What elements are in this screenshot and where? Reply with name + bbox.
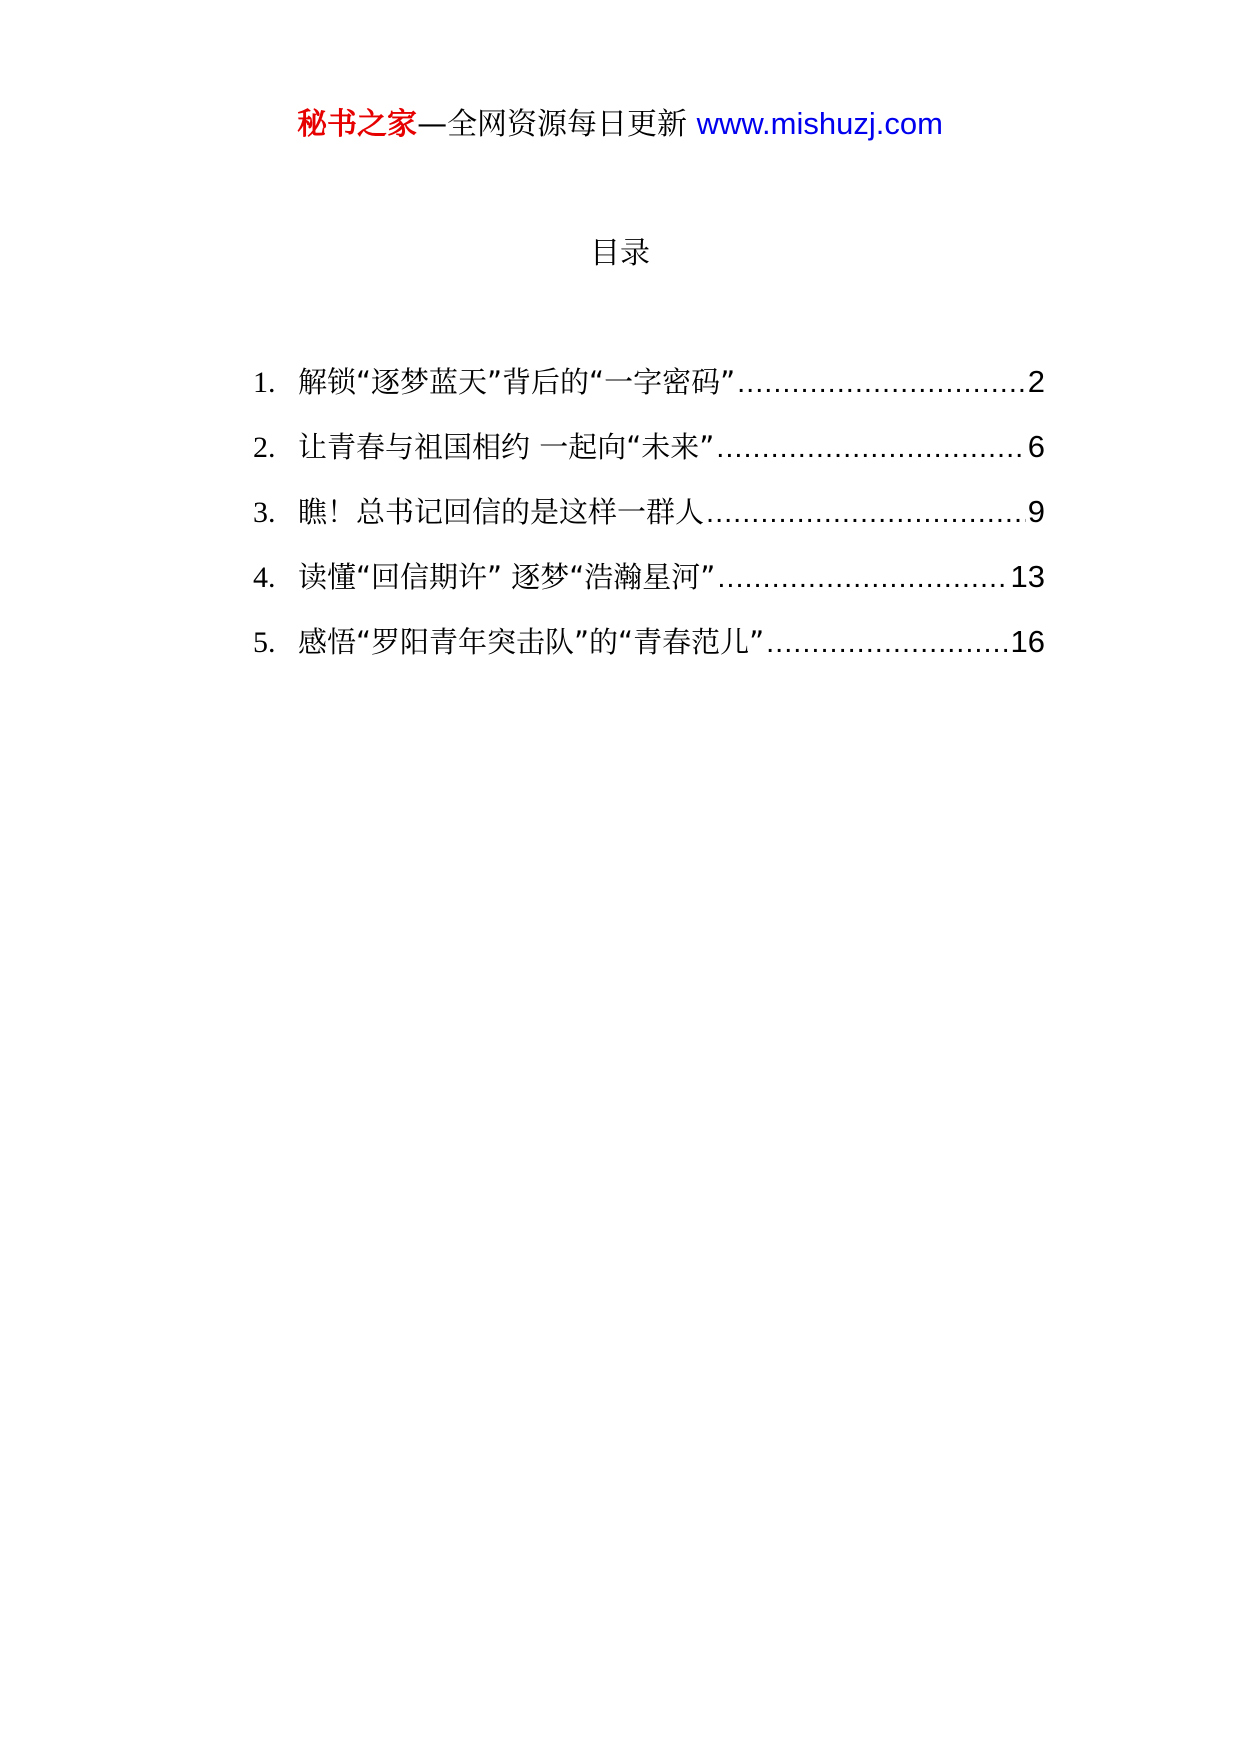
toc-entry[interactable] [253, 360, 1045, 425]
toc-entry[interactable] [253, 555, 1045, 620]
toc-entry-page: 16 [1010, 624, 1045, 659]
toc-entry[interactable] [253, 620, 1045, 685]
toc-entry-page: 13 [1010, 559, 1045, 594]
toc-entry-number: 4. [253, 561, 276, 594]
dot-leader [766, 627, 1008, 660]
toc-entry-title: 瞧！总书记回信的是这样一群人 [298, 495, 705, 529]
toc-entry-title: 感悟“罗阳青年突击队”的“青春范儿” [298, 625, 765, 659]
toc-entry[interactable] [253, 490, 1045, 555]
table-of-contents [253, 360, 1045, 685]
toc-entry-number: 2. [253, 431, 276, 464]
toc-entry-page: 6 [1027, 429, 1045, 464]
dot-leader [716, 432, 1025, 465]
toc-entry-page: 9 [1027, 494, 1045, 529]
toc-entry-number: 5. [253, 626, 276, 659]
dot-leader [737, 367, 1026, 400]
dot-leader [717, 562, 1008, 595]
toc-entry-number: 3. [253, 496, 276, 529]
toc-entry[interactable] [253, 425, 1045, 490]
brand-name: 秘书之家 [297, 107, 418, 142]
header-slogan: —全网资源每日更新 [417, 107, 697, 142]
toc-entry-number: 1. [253, 366, 276, 399]
toc-entry-title: 读懂“回信期许” 逐梦“浩瀚星河” [298, 560, 716, 594]
dot-leader [706, 497, 1026, 530]
toc-entry-title: 让青春与祖国相约 一起向“未来” [298, 430, 715, 464]
toc-entry-page: 2 [1027, 364, 1045, 399]
toc-title: 目录 [590, 236, 650, 271]
site-link[interactable]: www.mishuzj.com [696, 106, 943, 141]
toc-entry-title: 解锁“逐梦蓝天”背后的“一字密码” [298, 365, 736, 399]
page-header [0, 100, 1240, 149]
